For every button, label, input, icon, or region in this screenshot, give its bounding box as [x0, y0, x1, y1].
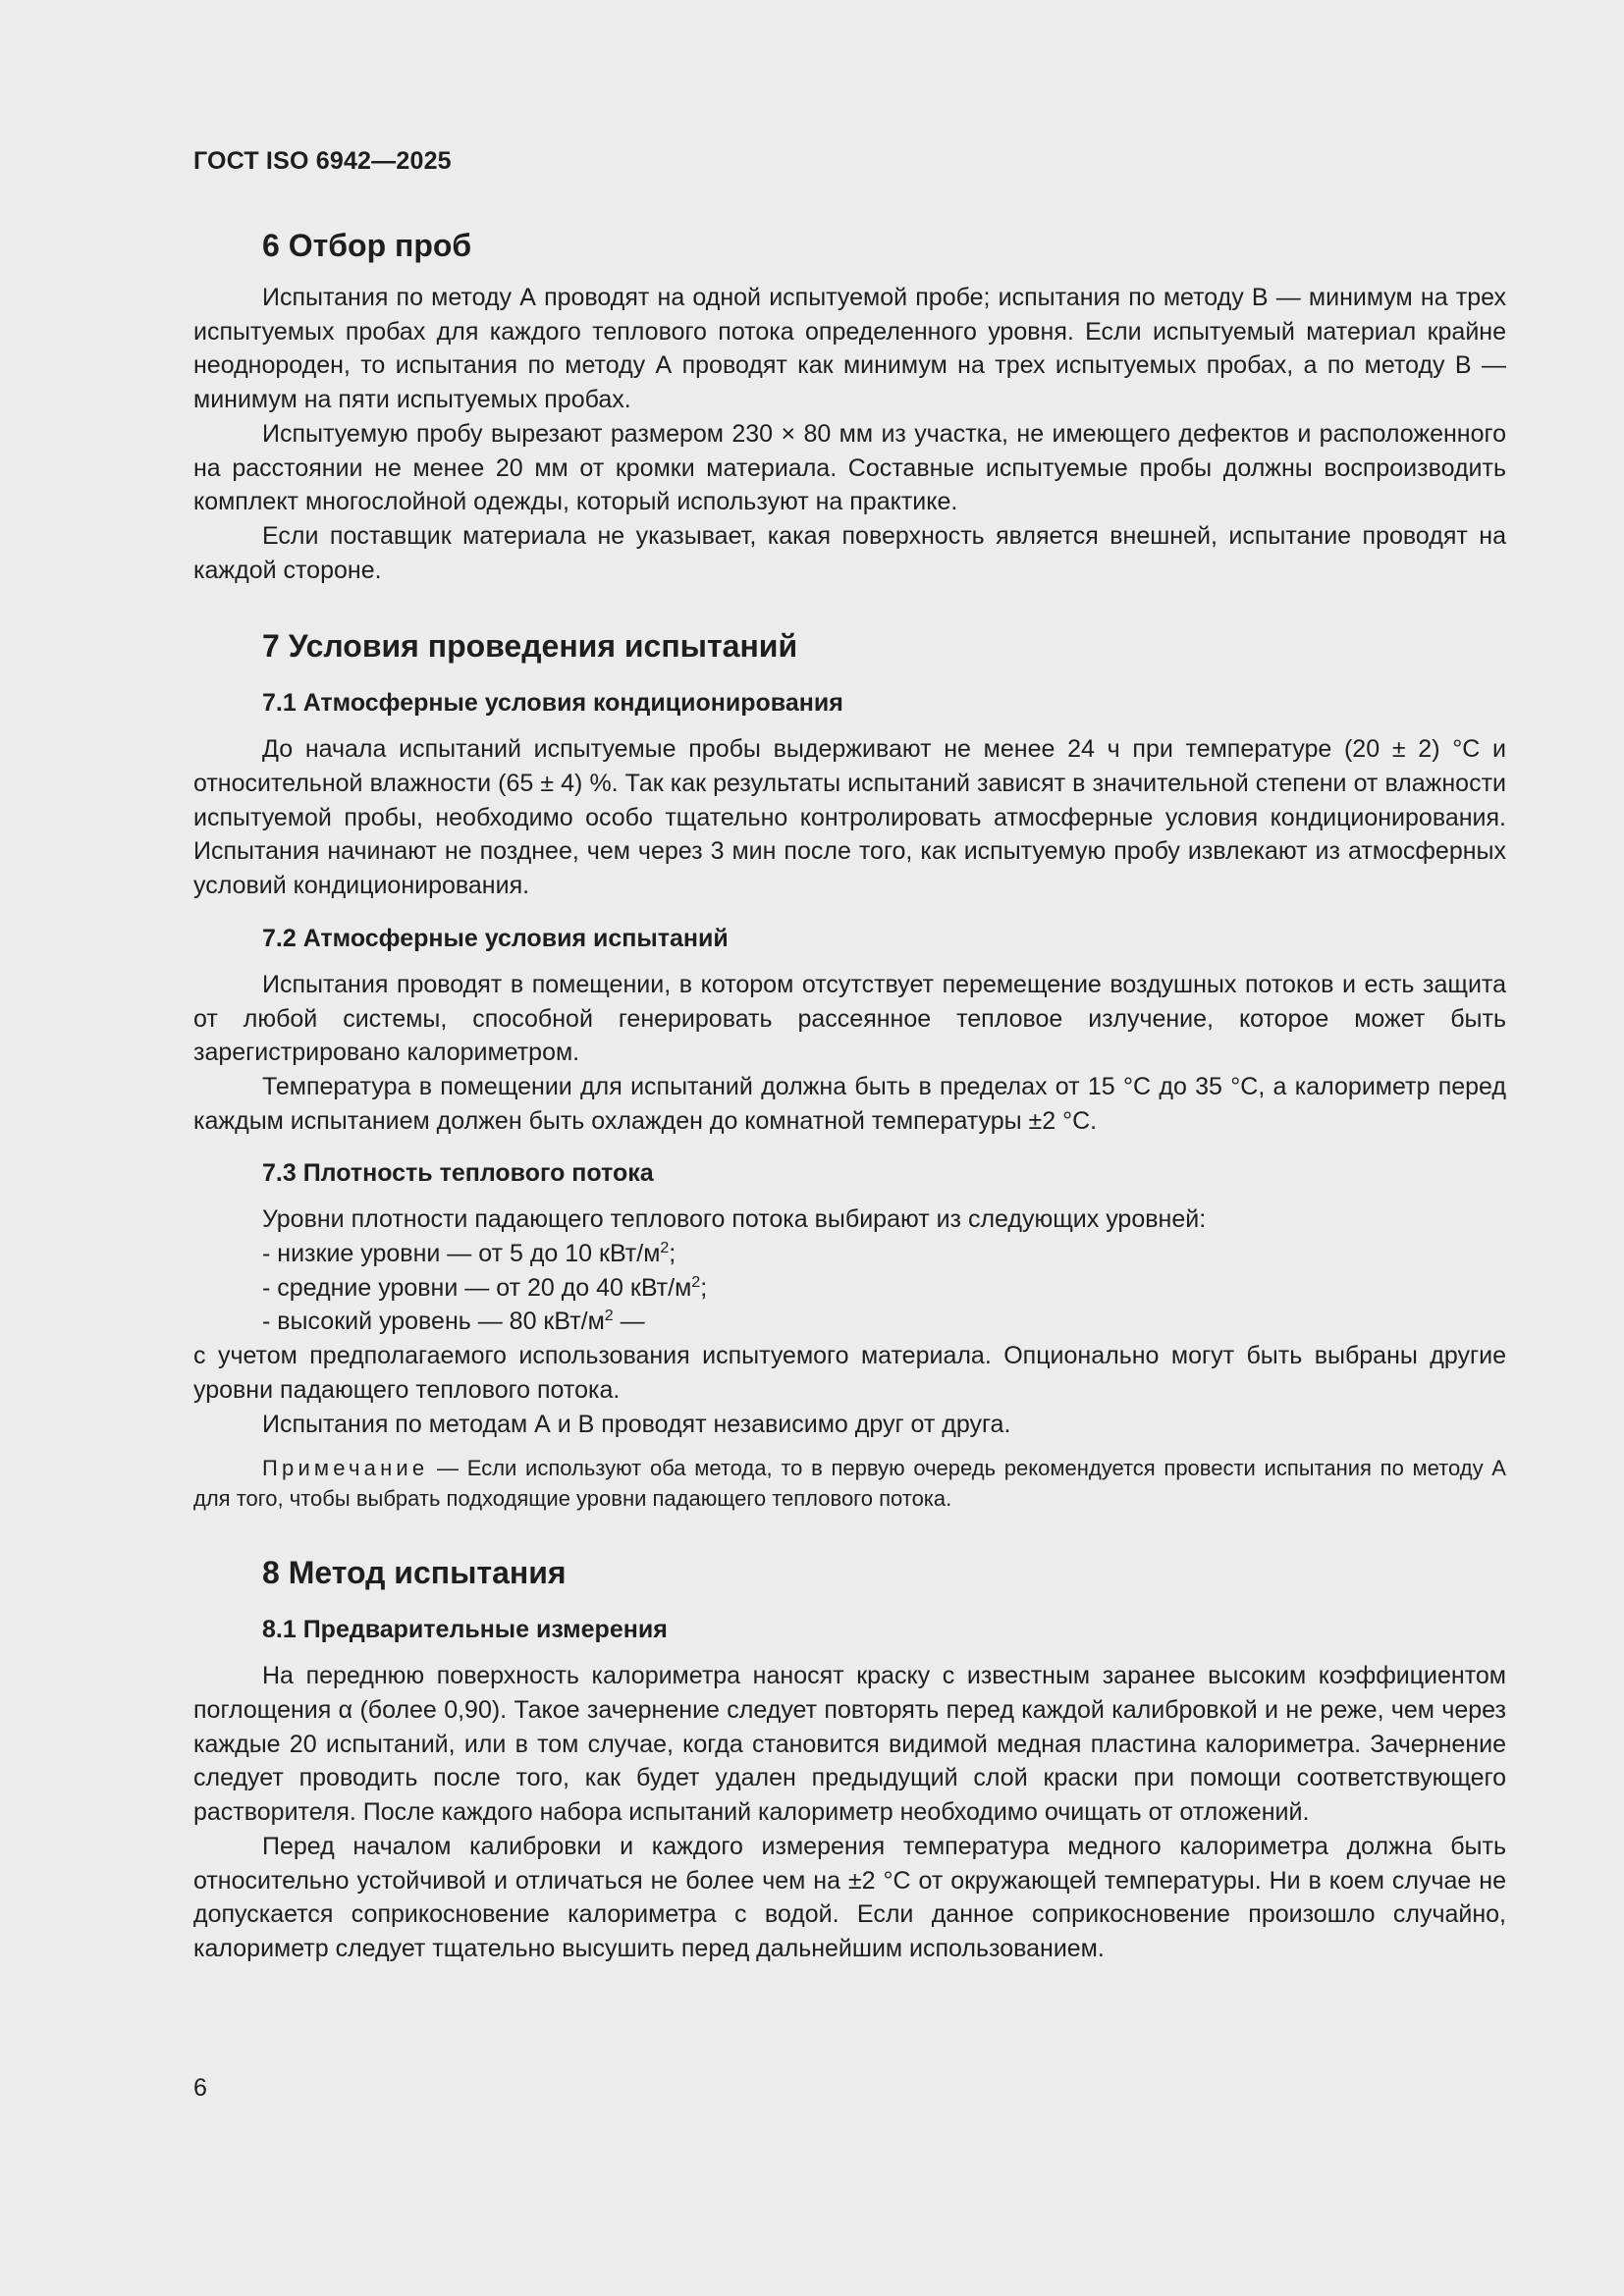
note	[193, 1453, 1506, 1514]
section-7-1-paragraph-1: До начала испытаний испытуемые пробы выдерживают не менее 24 ч при температуре (20 ± 2) °С и относительной влажности (65 ± 4) %. Так как результаты испытаний зависят в значительной степени от влажности испытуемой пробы, необходимо особо тщательно контролировать атмосферные условия кондиционирования. Испытания начинают не позднее, чем через 3 мин после того, как испытуемую пробу извлекают из атмосферных условий кондиционирования.	[193, 735, 1506, 900]
list-item-text: - высокий уровень — 80 кВт/м	[262, 1308, 605, 1336]
section-8-title: 8 Метод испытания	[262, 1555, 567, 1591]
document-header: ГОСТ ISO 6942—2025	[193, 147, 452, 175]
section-6-paragraph-3: Если поставщик материала не указывает, какая поверхность является внешней, испытание проводят на каждой стороне.	[193, 521, 1506, 584]
section-6-title: 6 Отбор проб	[262, 228, 472, 263]
superscript: 2	[660, 1240, 670, 1257]
list-item-end: ;	[669, 1240, 677, 1268]
list-item-medium-levels	[193, 1271, 1506, 1306]
list-item-end: ;	[700, 1273, 708, 1302]
list-item-text: - средние уровни — от 20 до 40 кВт/м	[262, 1273, 692, 1302]
section-7-2-title: 7.2 Атмосферные условия испытаний	[262, 924, 729, 952]
superscript: 2	[691, 1273, 701, 1291]
document-page	[193, 0, 1506, 2296]
note-label: Примечание	[262, 1456, 429, 1481]
section-6-paragraph-1: Испытания по методу А проводят на одной испытуемой пробе; испытания по методу В — минимум на трех испытуемых пробах для каждого теплового потока определенного уровня. Если испытуемый материал крайне неоднороден, то испытания по методу А проводят как минимум на трех испытуемых пробах, а по методу В — минимум на пяти испытуемых пробах.	[193, 284, 1506, 414]
note-text: — Если используют оба метода, то в первую очередь рекомендуется провести испытания по методу А для того, чтобы выбрать подходящие уровни падающего теплового потока.	[193, 1456, 1506, 1512]
section-7-2-paragraph-2: Температура в помещении для испытаний должна быть в пределах от 15 °С до 35 °С, а калориметр перед каждым испытанием должен быть охлажден до комнатной температуры ±2 °С.	[193, 1072, 1506, 1135]
superscript: 2	[604, 1308, 614, 1325]
list-item-end: —	[613, 1308, 645, 1336]
section-7-2-paragraph-1: Испытания проводят в помещении, в котором отсутствует перемещение воздушных потоков и есть защита от любой системы, способной генерировать рассеянное тепловое излучение, которое может быть зарегистрировано калориметром.	[193, 970, 1506, 1067]
page-number: 6	[193, 2074, 207, 2102]
section-7-3-intro: Уровни плотности падающего теплового потока выбирают из следующих уровней:	[262, 1205, 1207, 1234]
section-8-1-paragraph-2: Перед началом калибровки и каждого измерения температура медного калориметра должна быть относительно устойчивой и отличаться не более чем на ±2 °С от окружающей температуры. Ни в коем случае не допускается соприкосновение калориметра с водой. Если данное соприкосновение произошло случайно, калориметр следует тщательно высушить перед дальнейшим использованием.	[193, 1832, 1506, 1962]
list-item-high-level	[193, 1305, 1506, 1339]
section-7-3-paragraph-2: Испытания по методам А и В проводят независимо друг от друга.	[262, 1410, 1011, 1438]
section-7-3-continuation: с учетом предполагаемого использования испытуемого материала. Опционально могут быть выбраны другие уровни падающего теплового потока.	[193, 1342, 1506, 1404]
list-item-text: - низкие уровни — от 5 до 10 кВт/м	[262, 1240, 661, 1268]
section-7-3-title: 7.3 Плотность теплового потока	[262, 1159, 654, 1188]
list-item-low-levels	[193, 1237, 1506, 1271]
section-8-1-title: 8.1 Предварительные измерения	[262, 1616, 668, 1644]
section-7-title: 7 Условия проведения испытаний	[262, 628, 798, 665]
section-6-paragraph-2: Испытуемую пробу вырезают размером 230 × 80 мм из участка, не имеющего дефектов и расположенного на расстоянии не менее 20 мм от кромки материала. Составные испытуемые пробы должны воспроизводить комплект многослойной одежды, который используют на практике.	[193, 419, 1506, 516]
section-8-1-paragraph-1: На переднюю поверхность калориметра наносят краску с известным заранее высоким коэффициентом поглощения α (более 0,90). Такое зачернение следует повторять перед каждой калибровкой и не реже, чем через каждые 20 испытаний, или в том случае, когда становится видимой медная пластина калориметра. Зачернение следует проводить после того, как будет удален предыдущий слой краски при помощи соответствующего растворителя. После каждого набора испытаний калориметр необходимо очищать от отложений.	[193, 1662, 1506, 1827]
document-body	[193, 218, 1506, 1966]
section-7-1-title: 7.1 Атмосферные условия кондиционирования	[262, 689, 843, 718]
